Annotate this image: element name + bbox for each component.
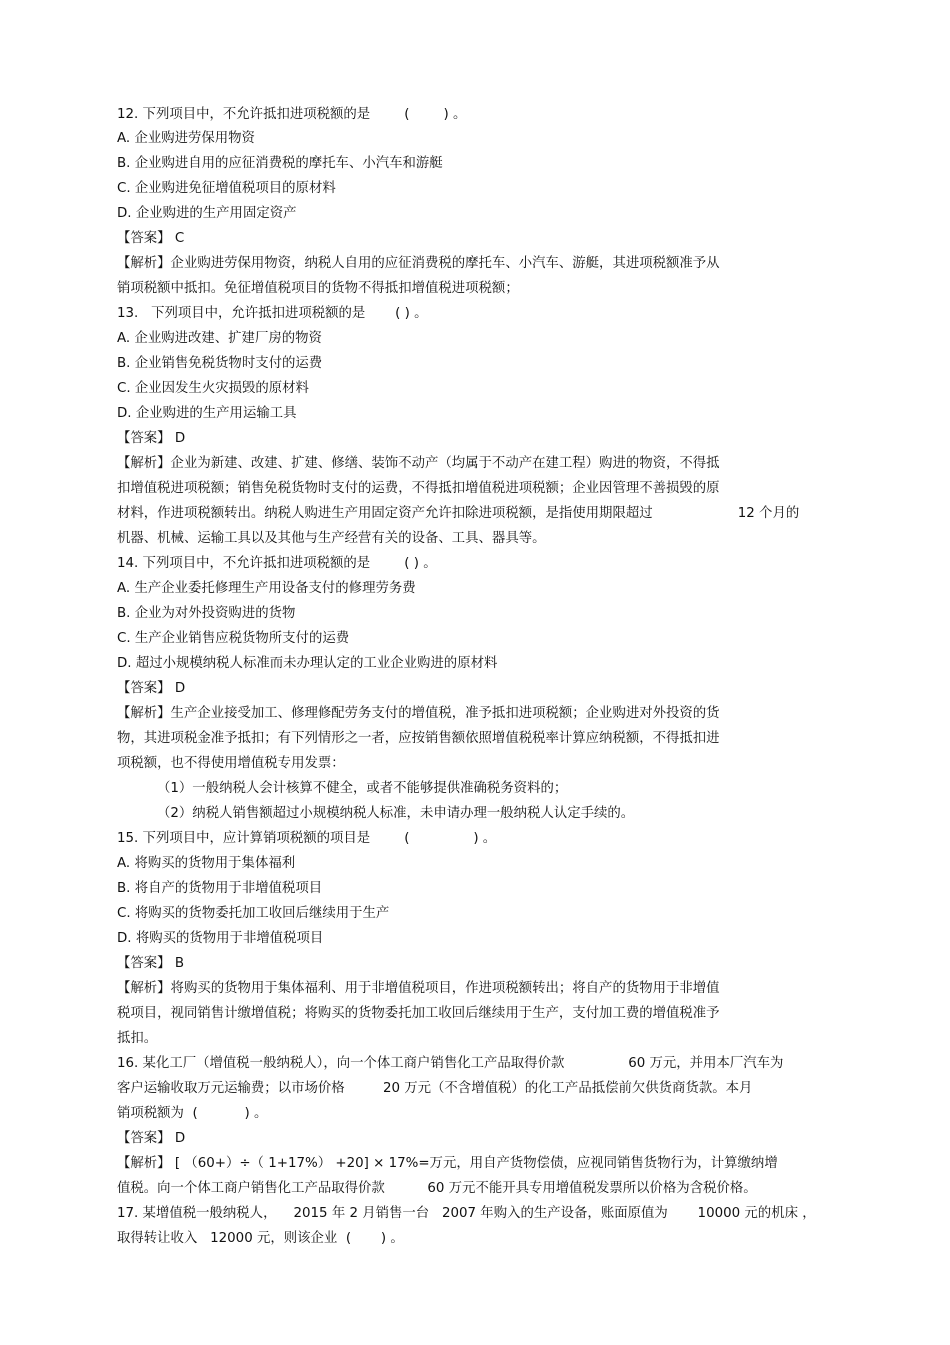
option-d: D. 超过小规模纳税人标准而未办理认定的工业企业购进的原材料 xyxy=(117,656,498,671)
question-17: 17. 某增值税一般纳税人， 2015 年 2 月销售一台 2007 年购入的生产设备，账面原值为 10000 元的机床 ， xyxy=(117,1206,816,1221)
explanation: 【解析】 [ （60+）÷（ 1+17%） +20] × 17%=万元，用自产货物偿债，应视同销售货物行为，计算缴纳增 xyxy=(117,1156,778,1171)
question-16: 16. 某化工厂（增值税一般纳税人），向一个体工商户销售化工产品取得价款 60 万元，并用本厂汽车为 xyxy=(117,1056,784,1071)
question-13: 13. 下列项目中，允许抵扣进项税额的是 ( ) 。 xyxy=(117,306,428,321)
answer: 【答案】 B xyxy=(117,956,185,971)
option-c: C. 企业因发生火灾损毁的原材料 xyxy=(117,381,309,396)
option-a: A. 生产企业委托修理生产用设备支付的修理劳务费 xyxy=(117,581,416,596)
option-a: A. 将购买的货物用于集体福利 xyxy=(117,856,296,871)
explanation: 【解析】生产企业接受加工、修理修配劳务支付的增值税，准予抵扣进项税额；企业购进对外投资的货 xyxy=(117,706,720,721)
question-16-line: 销项税额为 ( ) 。 xyxy=(117,1106,268,1121)
explanation-line: 项税额，也不得使用增值税专用发票： xyxy=(117,756,345,771)
explanation-line: 物，其进项税金准予抵扣；有下列情形之一者，应按销售额依照增值税税率计算应纳税额，不得抵扣进 xyxy=(117,731,720,746)
explanation-line: 抵扣。 xyxy=(117,1031,158,1046)
explanation: 【解析】企业为新建、改建、扩建、修缮、装饰不动产（均属于不动产在建工程）购进的物资，不得抵 xyxy=(117,456,720,471)
answer: 【答案】 D xyxy=(117,431,186,446)
option-c: C. 企业购进免征增值税项目的原材料 xyxy=(117,181,336,196)
question-16-line: 客户运输收取万元运输费；以市场价格 20 万元（不含增值税）的化工产品抵偿前欠供货商货款。本月 xyxy=(117,1081,753,1096)
explanation-line: 机器、机械、运输工具以及其他与生产经营有关的设备、工具、器具等。 xyxy=(117,531,546,546)
explanation-line: 材料，作进项税额转出。纳税人购进生产用固定资产允许扣除进项税额，是指使用期限超过 12 个月的 xyxy=(117,506,800,521)
option-b: B. 将自产的货物用于非增值税项目 xyxy=(117,881,323,896)
option-c: C. 将购买的货物委托加工收回后继续用于生产 xyxy=(117,906,390,921)
explanation-line: 扣增值税进项税额；销售免税货物时支付的运费，不得抵扣增值税进项税额；企业因管理不善损毁的原 xyxy=(117,481,720,496)
explanation-item-1: （1）一般纳税人会计核算不健全，或者不能够提供准确税务资料的； xyxy=(157,781,568,796)
question-12: 12. 下列项目中，不允许抵扣进项税额的是 ( ) 。 xyxy=(117,107,467,122)
option-d: D. 将购买的货物用于非增值税项目 xyxy=(117,931,324,946)
explanation-item-2: （2）纳税人销售额超过小规模纳税人标准，未申请办理一般纳税人认定手续的。 xyxy=(157,806,635,821)
option-d: D. 企业购进的生产用运输工具 xyxy=(117,406,297,421)
explanation-line: 税项目，视同销售计缴增值税；将购买的货物委托加工收回后继续用于生产，支付加工费的增值税准予 xyxy=(117,1006,720,1021)
option-b: B. 企业销售免税货物时支付的运费 xyxy=(117,356,323,371)
option-a: A. 企业购进劳保用物资 xyxy=(117,131,255,146)
answer: 【答案】 D xyxy=(117,681,186,696)
option-c: C. 生产企业销售应税货物所支付的运费 xyxy=(117,631,350,646)
answer: 【答案】 D xyxy=(117,1131,186,1146)
explanation-line: 值税。向一个体工商户销售化工产品取得价款 60 万元不能开具专用增值税发票所以价格为含税价格。 xyxy=(117,1181,757,1196)
answer: 【答案】 C xyxy=(117,231,185,246)
explanation: 【解析】将购买的货物用于集体福利、用于非增值税项目，作进项税额转出；将自产的货物用于非增值 xyxy=(117,981,720,996)
option-b: B. 企业购进自用的应征消费税的摩托车、小汽车和游艇 xyxy=(117,156,443,171)
option-d: D. 企业购进的生产用固定资产 xyxy=(117,206,297,221)
explanation: 【解析】企业购进劳保用物资，纳税人自用的应征消费税的摩托车、小汽车、游艇，其进项税额准予从 xyxy=(117,256,720,271)
question-17-line: 取得转让收入 12000 元，则该企业 ( ) 。 xyxy=(117,1231,404,1246)
question-14: 14. 下列项目中，不允许抵扣进项税额的是 ( ) 。 xyxy=(117,556,437,571)
question-15: 15. 下列项目中，应计算销项税额的项目是 ( ) 。 xyxy=(117,831,497,846)
explanation-line: 销项税额中抵扣。免征增值税项目的货物不得抵扣增值税进项税额； xyxy=(117,281,519,296)
option-b: B. 企业为对外投资购进的货物 xyxy=(117,606,296,621)
option-a: A. 企业购进改建、扩建厂房的物资 xyxy=(117,331,322,346)
